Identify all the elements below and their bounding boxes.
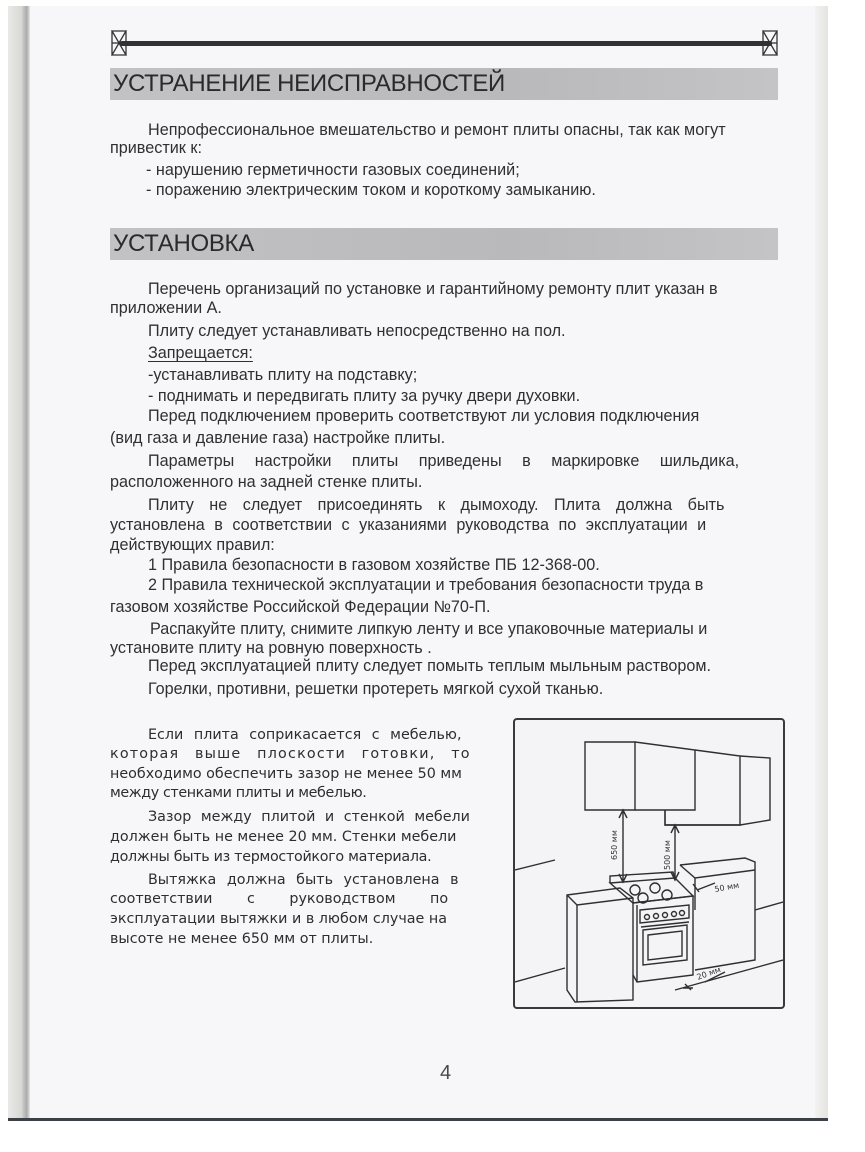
column-line: должен быть не менее 20 мм. Стенки мебели [110,829,457,845]
column-line: должны быть из термостойкого материала. [110,849,432,865]
list-item: - поражению электрическим током и короткому замыканию. [146,181,596,199]
installation-diagram [513,718,785,1009]
section-heading-text: УСТРАНЕНИЕ НЕИСПРАВНОСТЕЙ [113,70,505,97]
paragraph-line: (вид газа и давление газа) настройке плиты. [110,429,446,447]
paragraph-line: Плиту не следует присоединять к дымоходу. Плита должна быть [148,496,725,514]
list-item: -устанавливать плиту на подставку; [148,366,418,384]
column-line: которая выше плоскости готовки, то [110,746,471,762]
text: Непрофессиональное вмешательство и ремонт плиты опасны, так как могут [148,121,726,139]
column-line: между стенками плиты и мебелью. [110,785,367,801]
list-item: 2 Правила технической эксплуатации и требования безопасности труда в [148,576,704,594]
paragraph-line: действующих правил: [110,536,275,554]
list-item: - поднимать и передвигать плиту за ручку двери духовки. [148,387,581,405]
section-heading-text: УСТАНОВКА [113,230,254,257]
dimension-label-650: 650 мм [610,830,619,860]
paragraph-line: расположенного на задней стенке плиты. [110,473,423,491]
paragraph-line: приложении А. [110,299,222,317]
section-heading-installation [110,228,778,260]
dimension-label-20: 20 мм [695,964,722,982]
header-rule [120,41,772,46]
paragraph-line: установлена в соответствии с указаниями руководства по эксплуатации и [110,516,707,534]
paragraph-line: Распакуйте плиту, снимите липкую ленту и все упаковочные материалы и [150,620,708,638]
paragraph-line: Перечень организаций по установке и гарантийному ремонту плит указан в [148,280,718,298]
column-line: Зазор между плитой и стенкой мебели [148,809,470,825]
paragraph-line: Перед эксплуатацией плиту следует помыть теплым мыльным раствором. [148,657,712,675]
paragraph-line: Горелки, противни, решетки протереть мягкой сухой тканью. [148,680,604,698]
paragraph-line: привестик к: [110,139,202,157]
page-binding-edge [8,6,30,1118]
column-line: Если плита соприкасается с мебелью, [148,727,462,743]
page-number: 4 [440,1062,452,1084]
paragraph-line: установите плиту на ровную поверхность . [110,639,432,657]
column-line: необходимо обеспечить зазор не менее 50 мм [110,766,462,782]
kitchen-clearance-illustration [515,720,783,1007]
list-item: - нарушению герметичности газовых соединений; [146,161,520,179]
column-line: соответствии с руководством по [110,891,449,907]
column-line: эксплуатации вытяжки и в любом случае на [110,911,447,927]
column-line: высоте не менее 650 мм от плиты. [110,931,374,947]
paragraph-line: Параметры настройки плиты приведены в маркировке шильдика, [148,452,740,470]
section-heading-troubleshooting [110,68,778,100]
paragraph-line [110,120,778,140]
paragraph-line: газовом хозяйстве Российской Федерации №70-П. [110,598,491,616]
prohibited-label: Запрещается: [148,344,253,362]
column-line: Вытяжка должна быть установлена в [148,872,459,888]
paragraph-line: Плиту следует устанавливать непосредственно на пол. [148,322,566,340]
page-right-edge [815,6,828,1118]
paragraph-line: Перед подключением проверить соответствуют ли условия подключения [148,407,700,425]
list-item: 1 Правила безопасности в газовом хозяйстве ПБ 12-368-00. [148,556,600,574]
ornament-icon [761,30,779,56]
dimension-label-500: 500 мм [663,840,672,870]
dimension-label-50: 50 мм [713,880,740,894]
